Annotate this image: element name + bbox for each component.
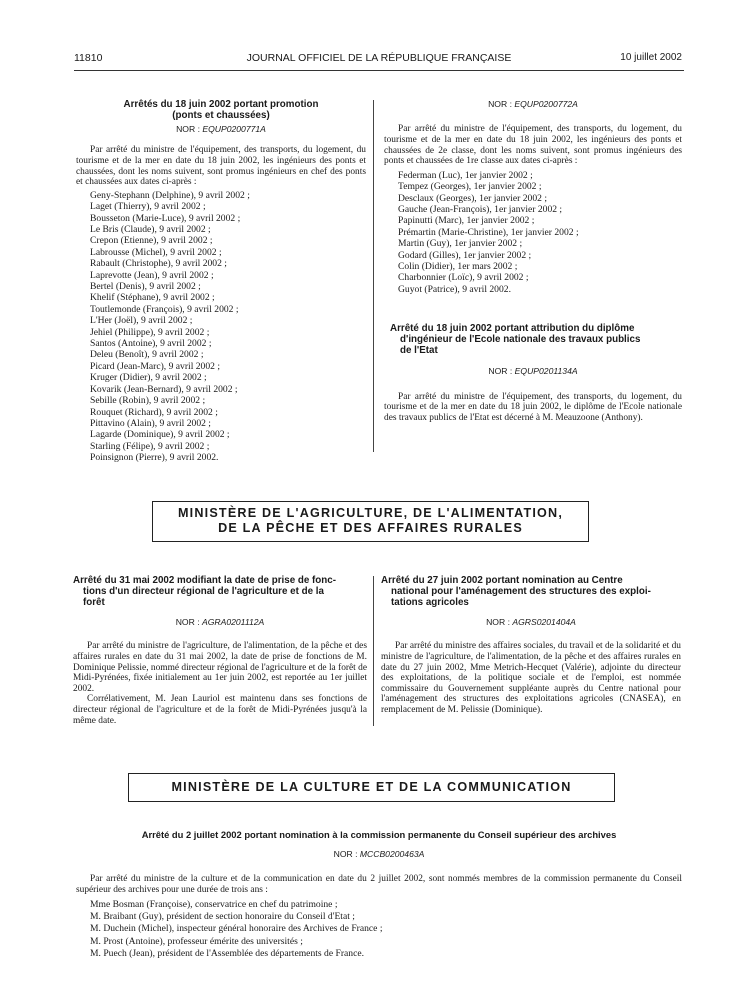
heading-line: Arrêtés du 18 juin 2002 portant promotion (123, 99, 319, 110)
heading-line: Arrêté du 18 juin 2002 portant attribution du diplôme (390, 323, 635, 335)
list-item: Desclaux (Georges), 1er janvier 2002 ; (398, 192, 548, 204)
list-item: Sebille (Robin), 9 avril 2002 ; (90, 395, 206, 407)
list-item: Kovarik (Jean-Bernard), 9 avril 2002 ; (90, 383, 238, 395)
ministry-line: DE LA PÊCHE ET DES AFFAIRES RURALES (218, 521, 523, 535)
list-item: Picard (Jean-Marc), 9 avril 2002 ; (90, 360, 221, 372)
diploma-paragraph: Par arrêté du ministre de l'équipement, des transports, du logement, du tourisme et de la mer en date du 18 juin 2002, le diplôme de l'Ecole nationale des travaux publics de l'Etat est décerné à M. Meauzoone (Anthony). (384, 391, 682, 423)
nor-code: MCCB0200463A (359, 849, 425, 859)
culture-member-list (76, 899, 682, 961)
list-item: M. Braibant (Guy), président de section honoraire du Conseil d'Etat ; (90, 911, 355, 922)
agriculture-right-heading (381, 575, 681, 608)
list-item: Jehiel (Philippe), 9 avril 2002 ; (90, 326, 210, 338)
culture-paragraph: Par arrêté du ministre de la culture et de la communication en date du 2 juillet 2002, sont nommés membres de la commission permanente du Conseil supérieur des archives pour une durée de trois ans : (76, 874, 682, 895)
list-item: Tempez (Georges), 1er janvier 2002 ; (398, 181, 542, 193)
issue-date: 10 juillet 2002 (620, 52, 682, 63)
ministry-agriculture-title (152, 501, 589, 542)
agriculture-right-section (381, 575, 681, 716)
nor-label: NOR : (488, 366, 513, 377)
list-item: Charbonnier (Loïc), 9 avril 2002 ; (398, 272, 529, 284)
list-item: Deleu (Benoît), 9 avril 2002 ; (90, 349, 204, 361)
agriculture-left-heading (73, 575, 367, 608)
nor-code: EQUP0200771A (202, 124, 266, 134)
list-item: Pittavino (Alain), 9 avril 2002 ; (90, 417, 211, 429)
nor-label: NOR : (176, 124, 200, 134)
nor-code: EQUP0201134A (514, 366, 578, 377)
nor-reference (76, 124, 366, 135)
list-item: Papinutti (Marc), 1er janvier 2002 ; (398, 215, 535, 227)
list-item: Geny-Stephann (Delphine), 9 avril 2002 ; (90, 189, 250, 201)
diploma-heading (384, 323, 682, 356)
promotion-2-name-list (384, 170, 682, 295)
promotion-2-section (384, 99, 682, 423)
list-item: Labrousse (Michel), 9 avril 2002 ; (90, 246, 222, 258)
list-item: M. Prost (Antoine), professeur émérite des universités ; (90, 935, 303, 947)
journal-title: JOURNAL OFFICIEL DE LA RÉPUBLIQUE FRANÇAISE (246, 52, 512, 64)
promotion-2-paragraph: Par arrêté du ministre de l'équipement, des transports, du logement, du tourisme et de la mer en date du 18 juin 2002, les ingénieurs des ponts et chaussées de 2e classe, dont les noms suivent, sont promus ingénieurs des ponts et chaussées de 1re classe aux dates ci-après : (384, 124, 682, 167)
promotion-name-list (76, 190, 366, 464)
culture-section (76, 829, 682, 961)
agriculture-left-paragraph-2: Corrélativement, M. Jean Lauriol est maintenu dans ses fonctions de directeur régional de l'agriculture et de la forêt de Midi-Pyrénées jusqu'à la même date. (73, 694, 367, 726)
nor-code: AGRA0201112A (201, 617, 265, 627)
list-item: Rabault (Christophe), 9 avril 2002 ; (90, 258, 227, 270)
nor-reference (73, 617, 367, 628)
list-item: Godard (Gilles), 1er janvier 2002 ; (398, 249, 532, 261)
heading-line: forêt (83, 597, 105, 608)
list-item: Mme Bosman (Françoise), conservatrice en chef du patrimoine ; (90, 898, 338, 910)
list-item: Guyot (Patrice), 9 avril 2002. (398, 283, 511, 295)
list-item: Laprevotte (Jean), 9 avril 2002 ; (90, 269, 214, 281)
list-item: Prémartin (Marie-Christine), 1er janvier 2002 ; (398, 226, 579, 238)
list-item: M. Puech (Jean), président de l'Assemblée des départements de France. (90, 948, 364, 960)
nor-label: NOR : (486, 617, 510, 627)
promotion-section (76, 99, 366, 464)
agriculture-right-paragraph: Par arrêté du ministre des affaires sociales, du travail et de la solidarité et du ministre de l'agriculture, de l'alimentation, de la pêche et des affaires rurales en date du 27 juin 2002, Mme Metrich-Hecquet (Valérie), adjointe du directeur des exploitations, de la politique sociale et de l'emploi, est nommée commissaire du Gouvernement suppléante auprès du Centre national pour l'aménagement des structures des exploitations agricoles (CNASEA), en remplacement de M. Pelissie (Dominique). (381, 641, 681, 715)
nor-reference (384, 366, 682, 377)
list-item: Kruger (Didier), 9 avril 2002 ; (90, 372, 207, 384)
heading-line: d'ingénieur de l'Ecole nationale des travaux publics (400, 334, 641, 346)
nor-code: AGRS0201404A (512, 617, 576, 627)
heading-line: de l'Etat (400, 345, 438, 357)
promotion-paragraph: Par arrêté du ministre de l'équipement, des transports, du logement, du tourisme et de la mer en date du 18 juin 2002, les ingénieurs des ponts et chaussées, dont les noms suivent, sont promus ingénieurs en chef des ponts et chaussées aux dates ci-après : (76, 145, 366, 188)
nor-label: NOR : (333, 849, 358, 859)
list-item: Le Bris (Claude), 9 avril 2002 ; (90, 224, 211, 235)
list-item: Bousseton (Marie-Luce), 9 avril 2002 ; (90, 212, 241, 224)
heading-line: (ponts et chaussées) (172, 110, 270, 121)
list-item: Gauche (Jean-François), 1er janvier 2002 ; (398, 204, 563, 215)
promotion-heading (76, 99, 366, 121)
header-rule (74, 70, 684, 71)
page-number: 11810 (74, 52, 103, 64)
agriculture-left-paragraph-1: Par arrêté du ministre de l'agriculture, de l'alimentation, de la pêche et des affaires rurales en date du 31 mai 2002, la date de prise de fonctions de M. Dominique Pelissie, nommé directeur régional de l'agriculture et de la forêt de Midi-Pyrénées, fixée initialement au 1er juin 2002, est reportée au 1er juillet 2002. (73, 641, 367, 694)
list-item: Colin (Didier), 1er mars 2002 ; (398, 261, 518, 273)
heading-line: national pour l'aménagement des structures des exploi- (391, 586, 651, 597)
heading-line: Arrêté du 27 juin 2002 portant nomination au Centre (381, 575, 623, 586)
ministry-culture-title (128, 773, 615, 802)
culture-heading: Arrêté du 2 juillet 2002 portant nomination à la commission permanente du Conseil supérieur des archives (141, 829, 617, 840)
list-item: Federman (Luc), 1er janvier 2002 ; (398, 169, 533, 181)
nor-reference (381, 617, 681, 628)
list-item: Lagarde (Dominique), 9 avril 2002 ; (90, 429, 230, 441)
list-item: Rouquet (Richard), 9 avril 2002 ; (90, 406, 218, 418)
page-header (74, 52, 684, 68)
list-item: Poinsignon (Pierre), 9 avril 2002. (90, 452, 219, 464)
agriculture-left-section (73, 575, 367, 726)
ministry-line: MINISTÈRE DE LA CULTURE ET DE LA COMMUNICATION (171, 780, 572, 794)
list-item: Santos (Antoine), 9 avril 2002 ; (90, 338, 212, 350)
heading-line: tions d'un directeur régional de l'agriculture et de la (83, 586, 324, 597)
nor-reference (384, 99, 682, 110)
list-item: Laget (Thierry), 9 avril 2002 ; (90, 201, 206, 213)
nor-reference (76, 849, 682, 860)
list-item: L'Her (Joël), 9 avril 2002 ; (90, 315, 193, 327)
column-divider (373, 100, 374, 452)
nor-label: NOR : (175, 617, 200, 627)
list-item: Toutlemonde (François), 9 avril 2002 ; (90, 303, 239, 315)
list-item: M. Duchein (Michel), inspecteur général honoraire des Archives de France ; (90, 923, 383, 935)
list-item: Khelif (Stéphane), 9 avril 2002 ; (90, 292, 215, 304)
nor-code: EQUP0200772A (514, 99, 578, 109)
heading-line: tations agricoles (391, 597, 469, 608)
list-item: Starling (Félipe), 9 avril 2002 ; (90, 440, 210, 452)
column-divider (373, 576, 374, 726)
ministry-line: MINISTÈRE DE L'AGRICULTURE, DE L'ALIMENTATION, (177, 506, 564, 520)
list-item: Bertel (Denis), 9 avril 2002 ; (90, 281, 201, 293)
list-item: Martin (Guy), 1er janvier 2002 ; (398, 238, 523, 250)
nor-label: NOR : (488, 99, 512, 109)
list-item: Crepon (Etienne), 9 avril 2002 ; (90, 235, 213, 247)
heading-line: Arrêté du 31 mai 2002 modifiant la date de prise de fonc- (73, 575, 336, 586)
